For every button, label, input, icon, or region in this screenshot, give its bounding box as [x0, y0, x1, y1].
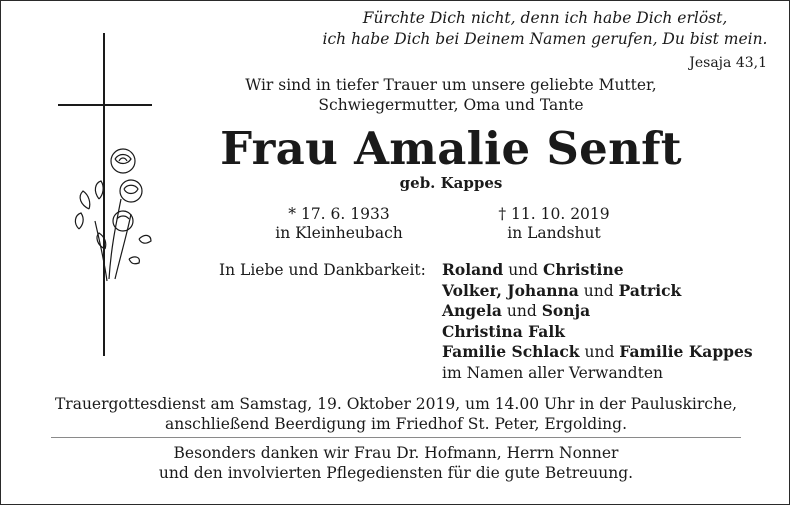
roses-illustration-icon	[69, 139, 159, 289]
mourner-name: Roland	[442, 260, 504, 279]
thanks-line-1: Besonders danken wir Frau Dr. Hofmann, Herrn Nonner	[173, 444, 619, 462]
birth-name: geb. Kappes	[399, 174, 503, 192]
mourner-name: Sonja	[541, 301, 591, 321]
intro-line-2: Schwiegermutter, Oma und Tante	[318, 96, 584, 114]
mourner-name: Familie Schlack	[442, 342, 580, 362]
mourner-line	[442, 342, 753, 363]
mourner-line	[442, 281, 753, 302]
mourner-name: Angela	[442, 301, 502, 321]
divider	[51, 437, 741, 438]
mourner-name: Familie Kappes	[619, 342, 753, 362]
service-line-2: anschließend Beerdigung im Friedhof St. Peter, Ergolding.	[164, 415, 628, 433]
mourner-connector: und	[501, 302, 542, 321]
mourner-connector: und	[578, 281, 619, 300]
birth-place: in Kleinheubach	[275, 224, 403, 242]
mourners-label: In Liebe und Dankbarkeit:	[219, 261, 426, 279]
death-date: † 11. 10. 2019	[498, 205, 610, 223]
mourner-line	[442, 301, 753, 322]
mourner-name: Christina Falk	[442, 321, 565, 341]
mourner-line	[442, 363, 753, 384]
bible-quote-line-1: Fürchte Dich nicht, denn ich habe Dich erlöst,	[362, 9, 728, 27]
mourner-connector: und	[579, 343, 620, 362]
death-place: in Landshut	[507, 224, 601, 242]
mourner-line	[442, 260, 753, 281]
intro-line-1: Wir sind in tiefer Trauer um unsere geliebte Mutter,	[245, 76, 657, 94]
mourner-name: Volker, Johanna	[442, 280, 579, 300]
birth-date: * 17. 6. 1933	[288, 205, 390, 223]
mourners-list	[442, 260, 753, 384]
service-line-1: Trauergottesdienst am Samstag, 19. Oktober 2019, um 14.00 Uhr in der Pauluskirche,	[54, 395, 738, 413]
bible-quote-source: Jesaja 43,1	[689, 55, 767, 71]
mourner-connector: im Namen aller Verwandten	[442, 363, 663, 382]
deceased-name: Frau Amalie Senft	[220, 122, 682, 175]
bible-quote-line-2: ich habe Dich bei Deinem Namen gerufen, Du bist mein.	[322, 30, 768, 48]
mourner-name: Patrick	[618, 280, 682, 300]
cross-bar	[58, 104, 152, 106]
mourner-name: Christine	[543, 260, 624, 279]
mourner-connector: und	[503, 261, 544, 279]
thanks-line-2: und den involvierten Pflegediensten für die gute Betreuung.	[158, 464, 634, 482]
mourner-line	[442, 322, 753, 343]
